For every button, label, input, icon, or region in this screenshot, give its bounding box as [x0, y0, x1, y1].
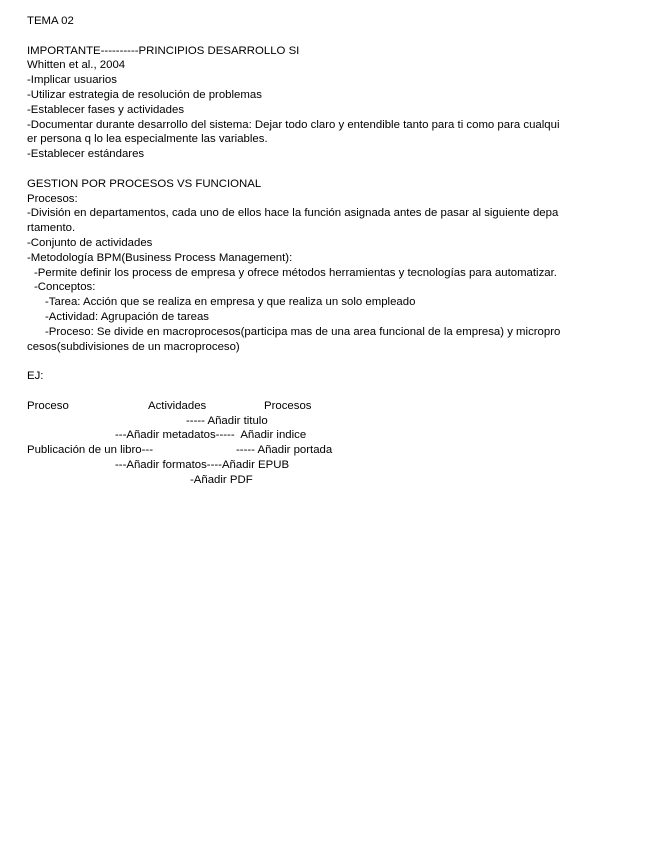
list-item: -Establecer estándares [27, 148, 145, 161]
example-row [27, 473, 637, 488]
procesos-label: Procesos: [27, 192, 78, 205]
example-cell: ----- Añadir titulo [186, 414, 268, 427]
example-row [27, 414, 637, 429]
example-cell: ---Añadir metadatos----- Añadir indice [115, 429, 307, 442]
example-cell: -Añadir PDF [190, 473, 253, 486]
document-body [27, 14, 637, 488]
text-line: -Metodología BPM(Business Process Management): [27, 251, 293, 264]
text-line: -Permite definir los process de empresa y ofrece métodos herramientas y tecnologías para automatizar. [34, 266, 557, 279]
section-heading-principios: IMPORTANTE----------PRINCIPIOS DESARROLLO SI [27, 44, 300, 57]
spacer [27, 384, 637, 399]
list-item: -Documentar durante desarrollo del sistema: Dejar todo claro y entendible tanto para ti como para cualqui [27, 118, 560, 131]
text-line: -Conjunto de actividades [27, 236, 153, 249]
text-line: -Conceptos: [34, 281, 96, 294]
text-line: -Actividad: Agrupación de tareas [45, 310, 209, 323]
text-line: -Tarea: Acción que se realiza en empresa y que realiza un solo empleado [45, 296, 416, 309]
spacer [27, 29, 637, 44]
spacer [27, 354, 637, 369]
header-procesos: Procesos [264, 399, 312, 412]
example-cell: ----- Añadir portada [236, 444, 333, 457]
text-line: rtamento. [27, 222, 76, 235]
example-row [27, 458, 637, 473]
header-actividades: Actividades [148, 399, 207, 412]
list-item: -Implicar usuarios [27, 74, 117, 87]
section-heading-gestion: GESTION POR PROCESOS VS FUNCIONAL [27, 177, 262, 190]
list-item-continuation: er persona q lo lea especialmente las variables. [27, 133, 268, 146]
text-line: -Proceso: Se divide en macroprocesos(participa mas de una area funcional de la empresa) y micropro [45, 325, 561, 338]
header-proceso: Proceso [27, 399, 69, 412]
text-line: -División en departamentos, cada uno de ellos hace la función asignada antes de pasar al siguiente depa [27, 207, 559, 220]
example-row [27, 428, 637, 443]
document-title: TEMA 02 [27, 15, 74, 27]
list-item: -Utilizar estrategia de resolución de problemas [27, 88, 262, 101]
example-cell-publicacion: Publicación de un libro--- [27, 444, 153, 457]
citation: Whitten et al., 2004 [27, 59, 126, 72]
list-item: -Establecer fases y actividades [27, 103, 185, 116]
example-cell: ---Añadir formatos----Añadir EPUB [115, 458, 290, 471]
example-row [27, 443, 637, 458]
example-label: EJ: [27, 370, 44, 383]
text-line: cesos(subdivisiones de un macroproceso) [27, 340, 240, 353]
spacer [27, 162, 637, 177]
example-header-row [27, 399, 637, 414]
